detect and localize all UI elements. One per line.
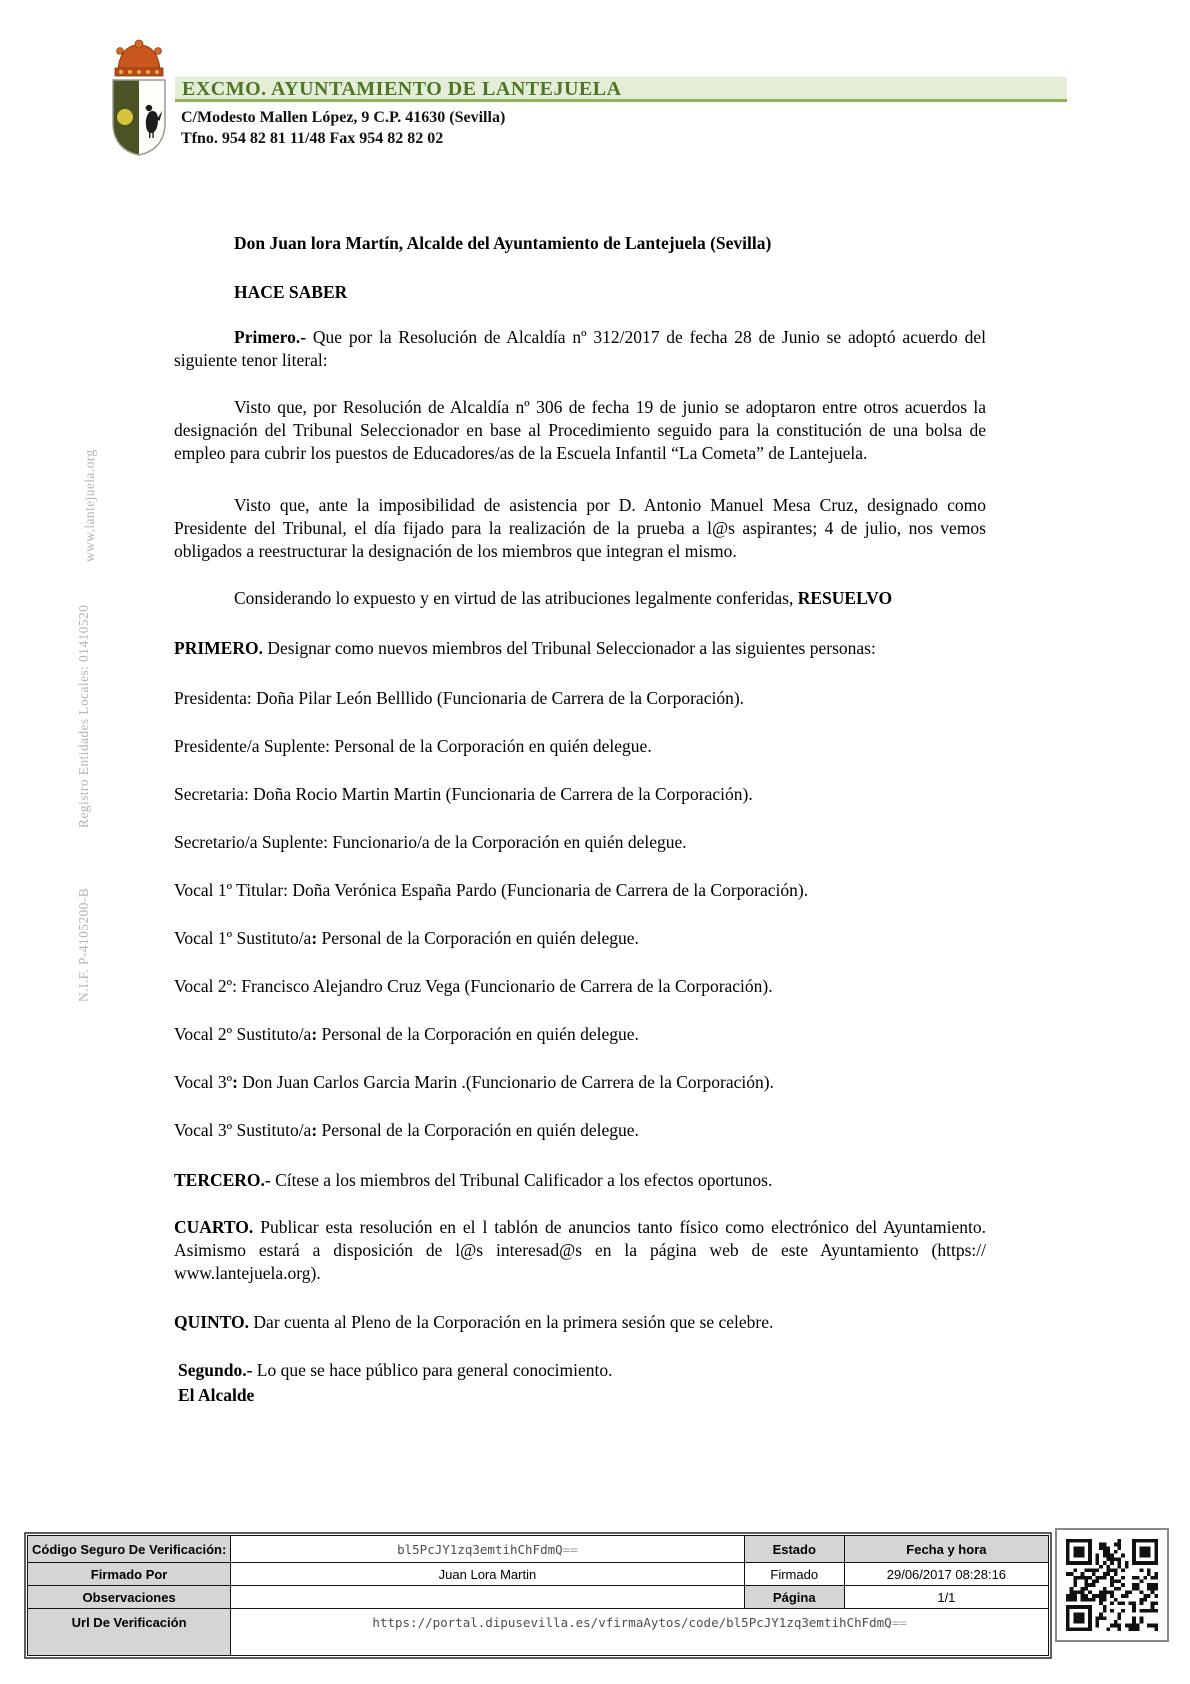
text: Personal de la Corporación en quién delegue. (317, 1024, 639, 1044)
paragraph-presidente-suplente (174, 735, 986, 758)
observaciones-label: Observaciones (28, 1586, 231, 1609)
text: Vocal 3º Sustituto/a (174, 1120, 312, 1140)
qr-code-frame (1055, 1528, 1169, 1642)
table-row (28, 1586, 1049, 1609)
paragraph-presidenta (174, 687, 986, 710)
paragraph-quinto (174, 1311, 986, 1334)
paragraph-vocal-2 (174, 975, 986, 998)
paragraph-resuelvo-primero (174, 637, 986, 660)
csv-label: Código Seguro De Verificación: (28, 1536, 231, 1563)
paragraph-considerando (174, 587, 986, 610)
text: Don Juan Carlos Garcia Marin .(Funcionario de Carrera de la Corporación). (237, 1072, 774, 1092)
text: Que por la Resolución de Alcaldía nº 312/2017 de fecha 28 de Junio se adoptó acuerdo del siguiente tenor literal: (174, 327, 986, 370)
text: Personal de la Corporación en quién delegue. (317, 1120, 639, 1140)
bold-text: QUINTO. (174, 1312, 250, 1332)
header-address (181, 107, 505, 149)
paragraph-salutation (174, 232, 986, 255)
paragraph-vocal-2-sustituto (174, 1023, 986, 1046)
table-row (28, 1536, 1049, 1563)
address-line-2: Tfno. 954 82 81 11/48 Fax 954 82 82 02 (181, 130, 444, 147)
csv-value: bl5PcJY1zq3emtihChFdmQ== (231, 1536, 745, 1563)
municipality-banner (175, 77, 1067, 102)
table-row (28, 1563, 1049, 1586)
qr-code (1066, 1539, 1158, 1631)
url-value: https://portal.dipusevilla.es/vfirmaAytos/code/bl5PcJY1zq3emtihChFdmQ== (231, 1609, 1049, 1656)
verification-table (27, 1535, 1049, 1656)
text: Presidenta: Doña Pilar León Belllido (Funcionaria de Carrera de la Corporación). (174, 688, 745, 708)
paragraph-tercero (174, 1169, 986, 1192)
text: Publicar esta resolución en el l tablón de anuncios tanto físico como electrónico del Ayuntamiento. Asimismo estará a disposición de l@s interesad@s en la página web de este Ayuntamiento (https:// www.lantejuela.org). (174, 1217, 986, 1283)
table-row (28, 1609, 1049, 1656)
bold-text: El Alcalde (178, 1385, 255, 1405)
text: Considerando lo expuesto y en virtud de las atribuciones legalmente conferidas, (234, 588, 798, 608)
text: Vocal 2º Sustituto/a (174, 1024, 312, 1044)
crown-icon (115, 40, 163, 76)
pagina-value: 1/1 (844, 1586, 1048, 1609)
address-line-1: C/Modesto Mallen López, 9 C.P. 41630 (Sevilla) (181, 109, 506, 126)
csv-value-suffix: == (562, 1541, 578, 1557)
firmado-por-value: Juan Lora Martin (231, 1563, 745, 1586)
observaciones-value (231, 1586, 745, 1609)
text: Dar cuenta al Pleno de la Corporación en la primera sesión que se celebre. (249, 1312, 774, 1332)
text: Visto que, por Resolución de Alcaldía nº 306 de fecha 19 de junio se adoptaron entre otros acuerdos la designación del Tribunal Seleccionador en base al Procedimiento seguido para la constitución de una bolsa de empleo para cubrir los puestos de Educadores/as de la Escuela Infantil “La Cometa” de Lantejuela. (174, 397, 986, 463)
paragraph-cuarto (174, 1216, 986, 1285)
bold-text: Segundo.- (178, 1360, 253, 1380)
text: Visto que, ante la imposibilidad de asistencia por D. Antonio Manuel Mesa Cruz, designado como Presidente del Tribunal, el día fijado para la realización de la prueba a l@s aspirantes; 4 de julio, nos vemos obligados a reestructurar la designación de los miembros que integran el mismo. (174, 495, 986, 561)
text: Vocal 1º Sustituto/a (174, 928, 312, 948)
bold-text: : (311, 928, 318, 948)
paragraph-segundo (174, 1359, 986, 1382)
paragraph-secretario-suplente (174, 831, 986, 854)
bold-text: CUARTO. (174, 1217, 254, 1237)
sidebar-registry-text: Registro Entidades Locales: 01410520 (76, 604, 91, 828)
document-body (174, 232, 986, 1407)
bold-text: : (232, 1072, 238, 1092)
paragraph-vocal-1-titular (174, 879, 986, 902)
estado-header: Estado (744, 1536, 844, 1563)
text: Lo que se hace público para general conocimiento. (252, 1360, 613, 1380)
shield-icon (113, 80, 165, 155)
fecha-hora-header: Fecha y hora (844, 1536, 1048, 1563)
text: Presidente/a Suplente: Personal de la Corporación en quién delegue. (174, 736, 652, 756)
bold-text: : (311, 1120, 318, 1140)
text: Secretaria: Doña Rocio Martin Martin (Funcionaria de Carrera de la Corporación). (174, 784, 753, 804)
bold-text: RESUELVO (797, 588, 893, 608)
bold-text: PRIMERO. (174, 638, 263, 658)
url-label: Url De Verificación (28, 1609, 231, 1656)
paragraph-vocal-1-sustituto (174, 927, 986, 950)
bold-text: TERCERO.- (174, 1170, 271, 1190)
estado-value: Firmado (744, 1563, 844, 1586)
firmado-por-label: Firmado Por (28, 1563, 231, 1586)
paragraph-primero (174, 326, 986, 372)
paragraph-el-alcalde (174, 1384, 986, 1407)
text: Designar como nuevos miembros del Tribunal Seleccionador a las siguientes personas: (262, 638, 876, 658)
paragraph-vocal-3-sustituto (174, 1119, 986, 1142)
paragraph-visto-2 (174, 494, 986, 563)
coat-of-arms-icon (104, 38, 174, 158)
bold-text: HACE SABER (234, 282, 348, 302)
paragraph-secretaria (174, 783, 986, 806)
url-value-suffix: == (891, 1615, 907, 1630)
text: Cítese a los miembros del Tribunal Calificador a los efectos oportunos. (270, 1170, 773, 1190)
sidebar-website-text: www.lantejuela.org (82, 449, 97, 562)
paragraph-visto-1 (174, 396, 986, 465)
fecha-hora-value: 29/06/2017 08:28:16 (844, 1563, 1048, 1586)
text: Secretario/a Suplente: Funcionario/a de la Corporación en quién delegue. (174, 832, 687, 852)
sidebar-nif-text: N.I.F. P-4105200-B (76, 887, 91, 1002)
text: Vocal 3º (174, 1072, 233, 1092)
bold-text: Don Juan lora Martín, Alcalde del Ayuntamiento de Lantejuela (Sevilla) (234, 233, 772, 253)
municipality-title: EXCMO. AYUNTAMIENTO DE LANTEJUELA (182, 78, 622, 100)
text: Vocal 2º: Francisco Alejandro Cruz Vega (Funcionario de Carrera de la Corporación). (174, 976, 773, 996)
paragraph-hace-saber (174, 281, 986, 304)
verification-table-frame (24, 1532, 1052, 1659)
pagina-label: Página (744, 1586, 844, 1609)
text: Personal de la Corporación en quién delegue. (317, 928, 639, 948)
bold-text: Primero.- (234, 327, 313, 347)
bold-text: : (311, 1024, 318, 1044)
text: Vocal 1º Titular: Doña Verónica España Pardo (Funcionaria de Carrera de la Corporación). (174, 880, 809, 900)
paragraph-vocal-3 (174, 1071, 986, 1094)
